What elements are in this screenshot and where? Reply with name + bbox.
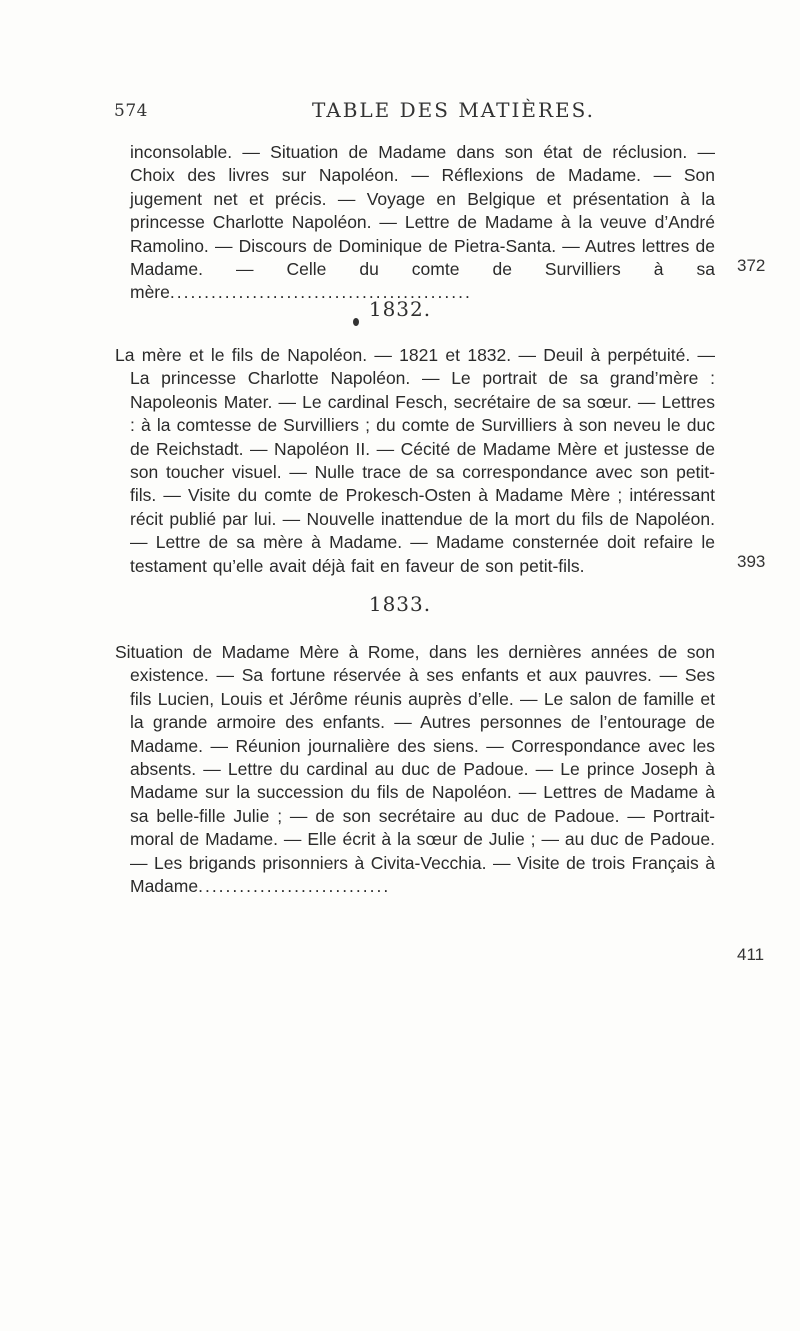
dot-leader: ............................................ xyxy=(169,282,472,303)
toc-entry xyxy=(115,344,715,578)
toc-page-ref: 411 xyxy=(737,945,765,964)
toc-entry xyxy=(130,141,715,305)
toc-page-ref: 393 xyxy=(737,552,766,571)
ink-mark xyxy=(353,318,359,326)
toc-entry-text: Situation de Madame Mère à Rome, dans les dernières années de son existence. — Sa fortune réservée à ses enfants et aux pauvres. — Ses fils Lucien, Louis et Jérôme réunis auprès d’elle. — Le salon de famille et la grande armoire des enfants. — Autres personnes de l’entourage de Madame. — Réunion journalière des siens. — Correspondance avec les absents. — Lettre du cardinal au duc de Padoue. — Le prince Joseph à Madame sur la succession du fils de Napoléon. — Lettres de Madame à sa belle-fille Julie ; — de son secrétaire au duc de Padoue. — Portrait-moral de Madame. — Elle écrit à la sœur de Julie ; — au duc de Padoue. — Les brigands prisonniers à Civita-Vecchia. — Visite de trois Français à Madame xyxy=(115,642,715,897)
toc-entry xyxy=(115,641,715,898)
year-heading: 1832. xyxy=(368,297,432,321)
toc-page-ref: 372 xyxy=(737,256,766,275)
page-number: 574 xyxy=(114,101,148,121)
toc-entry-text: La mère et le fils de Napoléon. — 1821 et 1832. — Deuil à perpétuité. — La princesse Charlotte Napoléon. — Le portrait de sa grand’mère : Napoleonis Mater. — Le cardinal Fesch, secrétaire de sa sœur. — Lettres : à la comtesse de Survilliers ; du comte de Survilliers à son neveu le duc de Reichstadt. — Napoléon II. — Cécité de Madame Mère et justesse de son toucher visuel. — Nulle trace de sa correspondance avec son petit-fils. — Visite du comte de Prokesch-Osten à Madame Mère ; intéressant récit publié par lui. — Nouvelle inattendue de la mort du fils de Napoléon. — Lettre de sa mère à Madame. — Madame consternée doit refaire le testament qu’elle avait déjà fait en faveur de son petit-fils. xyxy=(115,345,715,576)
dot-leader: ............................ xyxy=(198,876,391,897)
toc-entry-text: inconsolable. — Situation de Madame dans son état de réclusion. — Choix des livres sur Napoléon. — Réflexions de Madame. — Son jugement net et précis. — Voyage en Belgique et présentation à la princesse Charlotte Napoléon. — Lettre de Madame à la veuve d’André Ramolino. — Discours de Dominique de Pietra-Santa. — Autres lettres de Madame. — Celle du comte de Survilliers à sa mère xyxy=(130,142,715,303)
year-heading: 1833. xyxy=(368,592,432,616)
running-title: TABLE DES MATIÈRES. xyxy=(312,98,595,122)
